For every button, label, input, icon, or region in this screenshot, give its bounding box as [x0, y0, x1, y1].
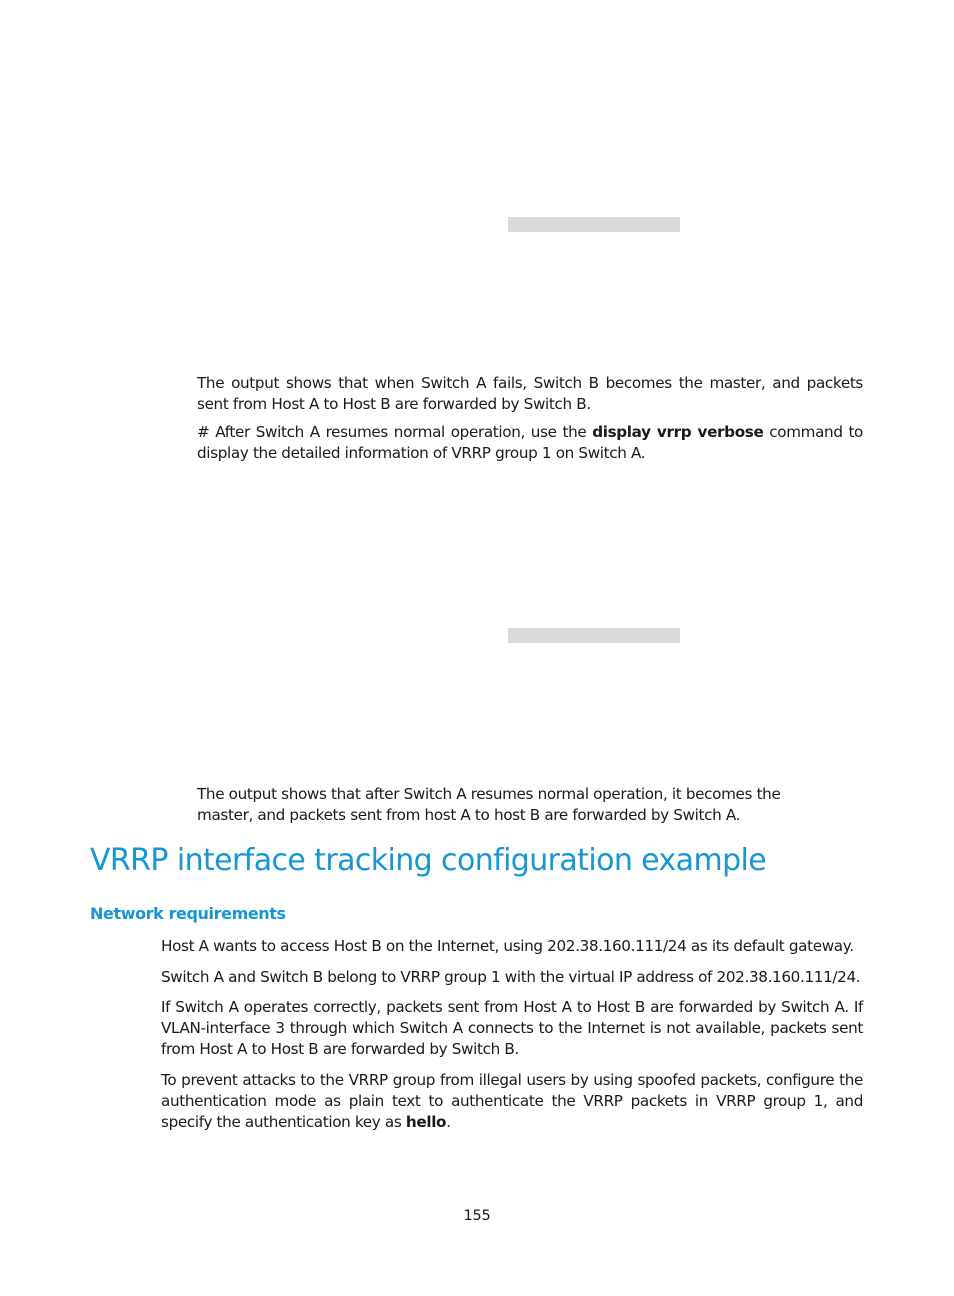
- requirement-paragraph-4: [161, 1070, 863, 1133]
- paragraph-display-command: [197, 422, 863, 464]
- subsection-heading-network-requirements: Network requirements: [90, 904, 286, 923]
- command-display-vrrp-verbose: display vrrp verbose: [592, 423, 764, 441]
- text-before-key: To prevent attacks to the VRRP group from illegal users by using spoofed packets, configure the authentication mode as plain text to authenticate the VRRP packets in VRRP group 1, and specify the authentication key as: [161, 1071, 863, 1131]
- auth-key-hello: hello: [405, 1113, 447, 1131]
- section-heading: VRRP interface tracking configuration example: [90, 843, 767, 878]
- paragraph-output-switch-b-master: The output shows that when Switch A fails, Switch B becomes the master, and packets sent from Host A to Host B are forwarded by Switch B.: [197, 374, 863, 413]
- paragraph-output-switch-a-master: The output shows that after Switch A resumes normal operation, it becomes the master, and packets sent from host A to host B are forwarded by Switch A.: [197, 785, 781, 824]
- page-number: 155: [463, 1208, 491, 1224]
- requirement-paragraph-2: Switch A and Switch B belong to VRRP group 1 with the virtual IP address of 202.38.160.111/24.: [161, 968, 861, 986]
- text-after-key: .: [446, 1113, 451, 1131]
- text-before-command: # After Switch A resumes normal operation, use the: [197, 423, 593, 441]
- text-after-command: command to display the detailed information of VRRP group 1 on Switch A.: [197, 423, 863, 462]
- requirement-paragraph-1: Host A wants to access Host B on the Internet, using 202.38.160.111/24 as its default gateway.: [161, 937, 854, 955]
- output-highlight-bar-2: [508, 628, 680, 643]
- output-highlight-bar-1: [508, 217, 680, 232]
- requirement-paragraph-3: If Switch A operates correctly, packets sent from Host A to Host B are forwarded by Switch A. If VLAN-interface 3 through which Switch A connects to the Internet is not available, packets sent from Host A to Host B are forwarded by Switch B.: [161, 998, 863, 1058]
